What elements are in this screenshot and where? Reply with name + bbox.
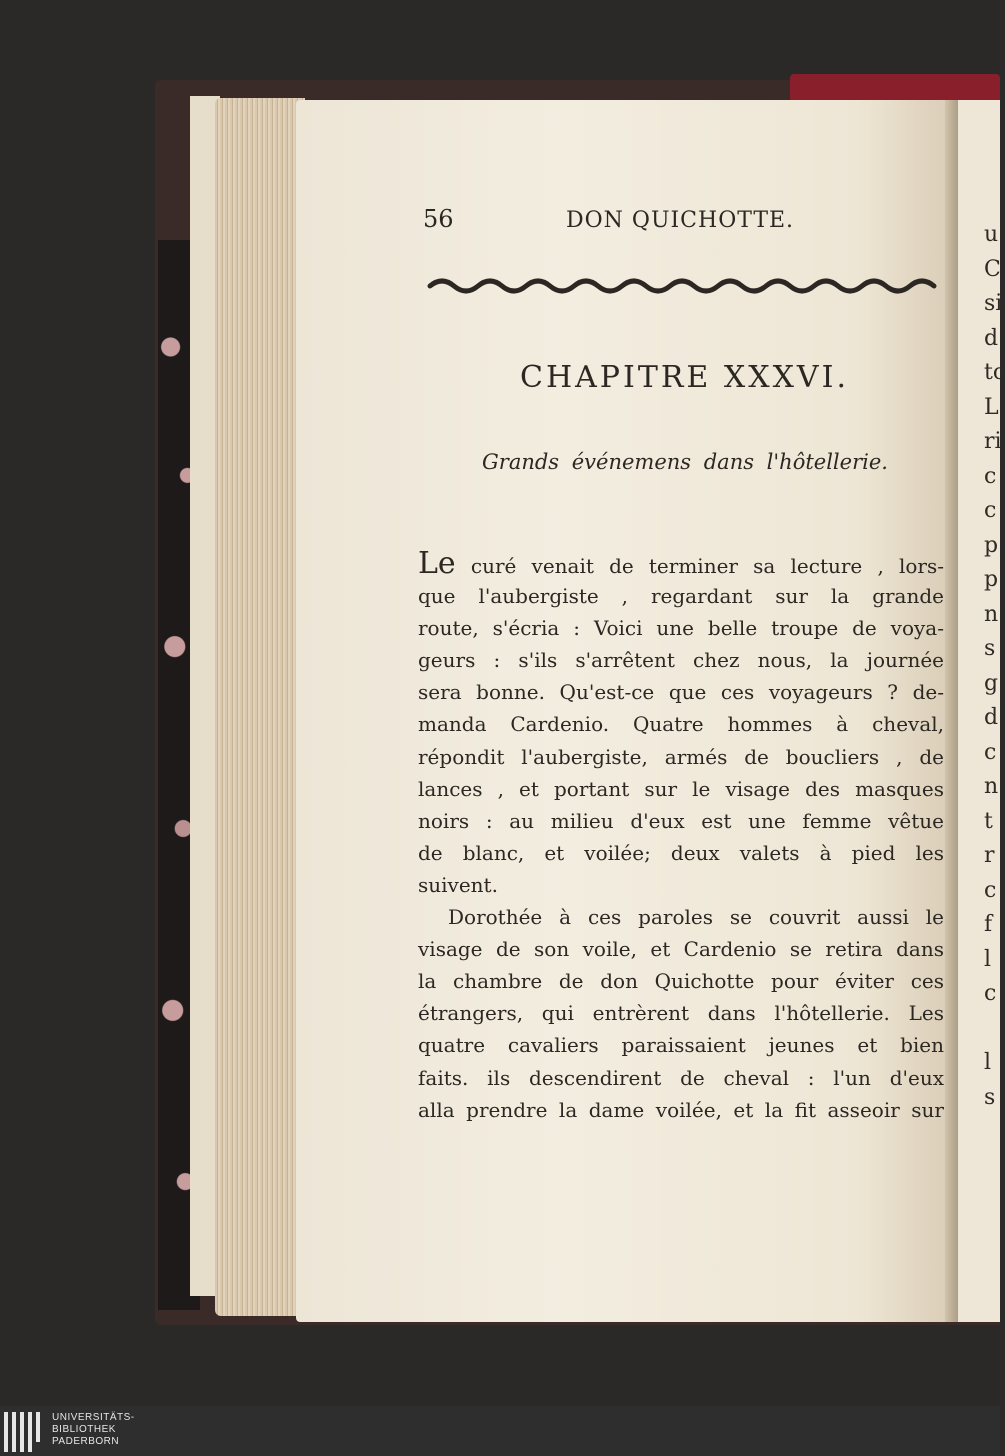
- facing-page-fragment: c: [984, 739, 997, 765]
- body-text: [418, 548, 944, 1126]
- facing-page-fragment: l: [984, 946, 992, 972]
- facing-page-fragment: n: [984, 601, 999, 627]
- chapter-subtitle: Grands événemens dans l'hôtellerie.: [482, 450, 888, 474]
- facing-page-fragment: s: [984, 636, 996, 661]
- page-gutter: [945, 100, 959, 1322]
- facing-page-fragment: f: [984, 912, 993, 937]
- text-line: suivent.: [418, 872, 498, 897]
- text-line: la chambre de don Quichotte pour éviter ces: [418, 969, 944, 994]
- library-name: [52, 1412, 135, 1448]
- text-line: répondit l'aubergiste, armés de boucliers , de: [418, 744, 944, 769]
- text-line: quatre cavaliers paraissaient jeunes et bien: [418, 1033, 944, 1058]
- facing-page-fragment: c: [984, 463, 997, 489]
- facing-page: [958, 100, 1005, 1322]
- text-line: de blanc, et voilée; deux valets à pied les: [418, 840, 944, 865]
- line-text: curé venait de terminer sa lecture , lors-: [470, 554, 944, 578]
- running-head: DON QUICHOTTE.: [566, 208, 795, 233]
- facing-page-fragment: d: [984, 705, 999, 730]
- library-name-line: BIBLIOTHEK: [52, 1424, 116, 1435]
- library-name-line: UNIVERSITÄTS-: [52, 1412, 135, 1423]
- facing-page-fragment: L: [984, 394, 999, 420]
- library-footer: [0, 1406, 1000, 1456]
- facing-page-fragment: l: [984, 1050, 992, 1075]
- facing-page-fragment: n: [984, 774, 999, 799]
- facing-page-fragment: u: [984, 222, 999, 247]
- facing-page-fragment: c: [984, 498, 997, 523]
- ornament-rule: [430, 272, 940, 300]
- facing-page-fragment: tc: [984, 360, 1005, 385]
- facing-page-fragment: t: [984, 808, 993, 834]
- text-line: étrangers, qui entrèrent dans l'hôtellerie. Les: [418, 1001, 944, 1026]
- page-number: 56: [423, 205, 454, 233]
- facing-page-fragment: r: [984, 843, 995, 868]
- text-line: visage de son voile, et Cardenio se retira dans: [418, 937, 944, 962]
- facing-page-fragment: c: [984, 877, 997, 903]
- page-stack: [215, 98, 305, 1316]
- facing-page-fragment: g: [984, 670, 999, 696]
- text-line: alla prendre la dame voilée, et la fit asseoir sur: [418, 1097, 944, 1122]
- text-line: Dorothée à ces paroles se couvrit aussi le: [448, 905, 944, 930]
- facing-page-fragment: s: [984, 1084, 996, 1110]
- text-line: que l'aubergiste , regardant sur la grande: [418, 584, 944, 609]
- dropcap: Le: [418, 546, 456, 581]
- facing-page-fragment: ri: [984, 429, 1002, 454]
- facing-page-fragment: c: [984, 981, 997, 1006]
- text-line: manda Cardenio. Quatre hommes à cheval,: [418, 712, 944, 737]
- text-line: [418, 548, 944, 580]
- text-line: faits. ils descendirent de cheval : l'un d'eux: [418, 1065, 944, 1090]
- facing-page-fragment: [984, 1012, 1000, 1047]
- text-line: noirs : au milieu d'eux est une femme vêtue: [418, 808, 944, 833]
- chapter-title: CHAPITRE XXXVI.: [520, 360, 849, 395]
- library-name-line: PADERBORN: [52, 1436, 120, 1447]
- text-line: route, s'écria : Voici une belle troupe de voya-: [418, 616, 944, 641]
- facing-page-fragment: C: [984, 256, 1001, 282]
- text-line: lances , et portant sur le visage des masques: [418, 776, 944, 801]
- library-logo-icon: [4, 1412, 44, 1452]
- facing-page-fragment: p: [984, 567, 999, 592]
- facing-page-fragment: d: [984, 325, 999, 351]
- text-line: sera bonne. Qu'est-ce que ces voyageurs ? de-: [418, 680, 944, 705]
- facing-page-fragment: p: [984, 532, 999, 558]
- facing-page-fragment: si: [984, 291, 1003, 316]
- text-line: geurs : s'ils s'arrêtent chez nous, la journée: [418, 648, 944, 673]
